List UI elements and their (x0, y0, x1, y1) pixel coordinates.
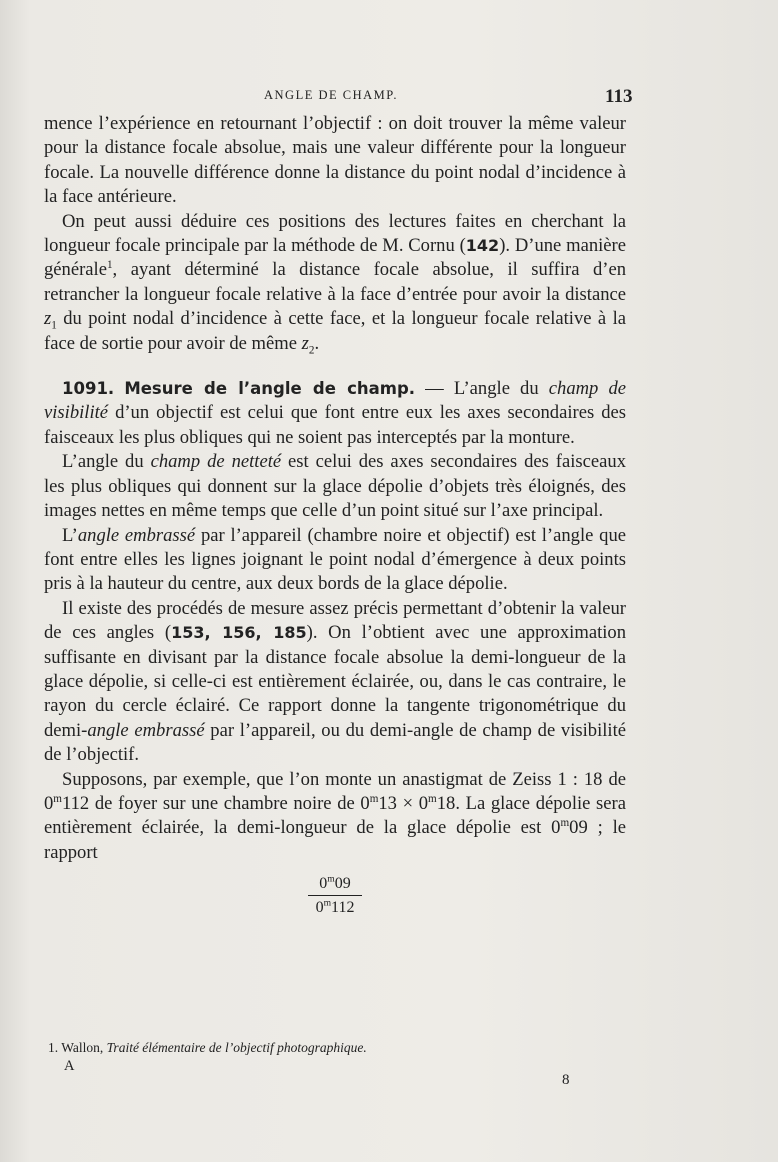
page-number: 113 (605, 86, 633, 107)
paragraph-nettete: L’angle du champ de netteté est celui des axes secondaires des faisceaux les plus obliques qui donnent sur la glace dépolie d’objets très éloignés, des images nettes en même temps que celle d’un point situé sur l’axe principal. (44, 451, 626, 522)
section-1091: 1091. Mesure de l’angle de champ. — L’angle du champ de visibilité d’un objectif est celui que font entre eux les axes secondaires des faisceaux les plus obliques qui ne soient pas interceptés par la monture. (44, 378, 626, 448)
footnote-marker: 1 (106, 259, 113, 272)
section-title: Mesure de l’angle de champ. (124, 379, 416, 399)
ratio-fraction (44, 873, 626, 918)
page-header (0, 86, 778, 110)
running-title: ANGLE DE CHAMP. (264, 88, 398, 102)
footnote: 1. Wallon, Traité élémentaire de l’objectif photographique. (48, 1040, 367, 1055)
paragraph-positions: On peut aussi déduire ces positions des lectures faites en cherchant la longueur focale principale par la méthode de M. Cornu (142). D’une manière générale$^1$, ayant déterminé la distance focale absolue, il suffira d’en retrancher la longueur focale relative à la face d’entrée pour avoir la distance $z_1$ du point nodal d’incidence à cette face, et la longueur focale relative à la face de sortie pour avoir de même $z_2$. (44, 210, 626, 357)
section-references: 153, 156, 185 (171, 623, 307, 643)
footnote-title: Traité élémentaire de l’objectif photographique. (106, 1040, 367, 1055)
fraction-numerator: 0$^m$09 (319, 873, 351, 893)
fraction-bar (308, 895, 362, 896)
signature-mark: A (64, 1058, 75, 1074)
paragraph-continuation: mence l’expérience en retournant l’objectif : on doit trouver la même valeur pour la distance focale absolue, mais une valeur différente pour la longueur focale. La nouvelle différence donne la distance du point nodal d’incidence à la face antérieure. (44, 113, 626, 208)
fraction-denominator: 0$^m$112 (315, 897, 355, 917)
section-reference: 142 (465, 236, 500, 256)
paragraph-mesure: Il existe des procédés de mesure assez précis permettant d’obtenir la valeur de ces angles (153, 156, 185). On l’obtient avec une approximation suffisante en divisant par la distance focale absolue la demi-longueur de la glace dépolie, si celle-ci est entièrement éclairée, ou, dans le cas contraire, le rayon du cercle éclairé. Ce rapport donne la tangente trigonométrique du demi-angle embrassé par l’appareil, ou du demi-angle de champ de visibilité de l’objectif. (44, 597, 626, 766)
sheet-number: 8 (562, 1072, 570, 1088)
section-number: 1091. (62, 379, 115, 399)
main-text (44, 112, 626, 918)
paragraph-example: Supposons, par exemple, que l’on monte un anastigmat de Zeiss 1 : 18 de 0$^m$112 de foyer sur une chambre noire de $0^m13 \times 0^m18$. La glace dépolie sera entièrement éclairée, la demi-longueur de la glace dépolie est 0$^m$09 ; le rapport (44, 768, 626, 863)
paragraph-angle-embrasse: L’angle embrassé par l’appareil (chambre noire et objectif) est l’angle que font entre elles les lignes joignant le point nodal d’émergence à deux points pris à la hauteur du centre, aux deux bords de la glace dépolie. (44, 524, 626, 595)
